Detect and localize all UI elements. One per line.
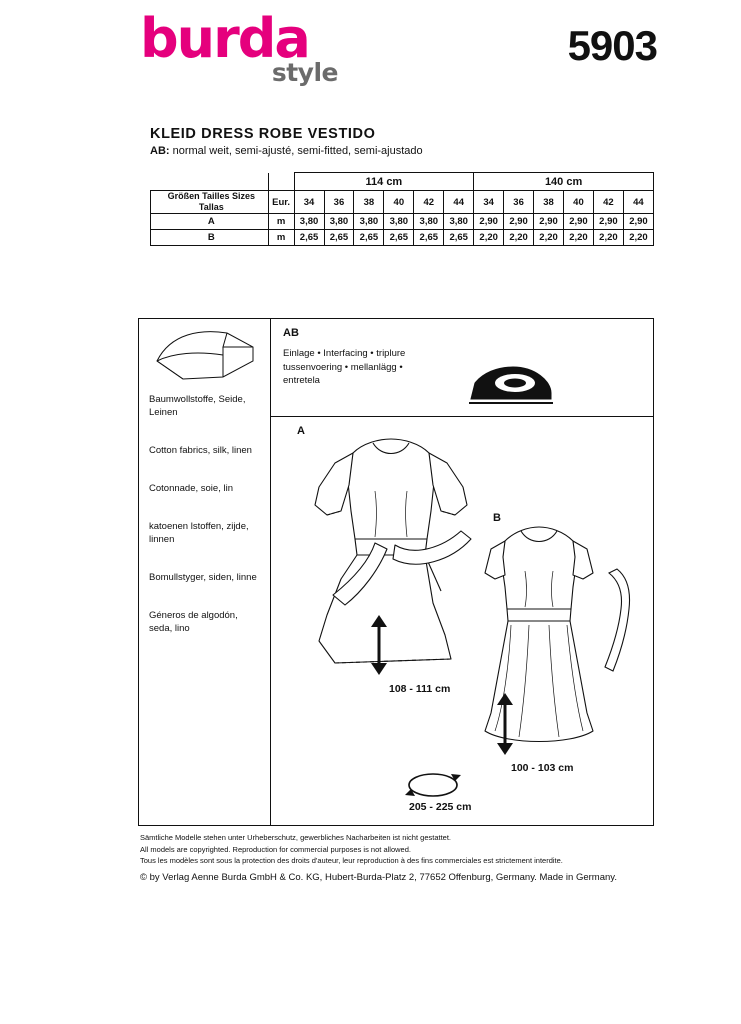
size-header-114-42: 42: [414, 191, 444, 214]
footer-legal: [140, 832, 660, 884]
fabric-text-en: Cotton fabrics, silk, linen: [149, 445, 252, 456]
unit-header: Eur.: [268, 191, 294, 214]
page-title: KLEID DRESS ROBE VESTIDO: [150, 126, 376, 142]
notions-variant-label: AB: [283, 327, 299, 339]
line-drawings-section: [271, 417, 654, 826]
folded-fabric-icon: [153, 327, 257, 385]
fabric-width-114: 114 cm: [294, 173, 474, 191]
legal-line-de: Sämtliche Modelle stehen unter Urheberschutz, gewerbliches Nacharbeiten ist nicht gestattet.: [140, 833, 451, 842]
row-label-a: A: [151, 214, 269, 230]
legal-line-fr: Tous les modèles sont sous la protection des droits d'auteur, leur reproduction à des fins commerciales est strictement interdite.: [140, 856, 563, 865]
fabric-width-140: 140 cm: [474, 173, 654, 191]
cell-a-140-36: 2,90: [504, 214, 534, 230]
cell-a-140-42: 2,90: [593, 214, 623, 230]
belt-loop-icon: [403, 769, 463, 801]
cell-a-114-44: 3,80: [444, 214, 474, 230]
fit-description: [150, 145, 423, 157]
dress-view-b-drawing: [461, 517, 611, 777]
size-header-114-34: 34: [294, 191, 324, 214]
brand-name: burda: [140, 7, 309, 70]
dimension-b-text: 100 - 103 cm: [511, 762, 574, 774]
cell-a-114-40: 3,80: [384, 214, 414, 230]
cell-b-114-40: 2,65: [384, 230, 414, 246]
cell-b-114-44: 2,65: [444, 230, 474, 246]
fabric-text-sv: Bomullstyger, siden, linne: [149, 572, 257, 583]
product-number: 5903: [567, 22, 657, 69]
size-header-140-36: 36: [504, 191, 534, 214]
cell-a-140-38: 2,90: [534, 214, 564, 230]
size-header-140-38: 38: [534, 191, 564, 214]
belt-strip-drawing: [601, 567, 637, 687]
row-unit-a: m: [268, 214, 294, 230]
cell-b-140-38: 2,20: [534, 230, 564, 246]
table-corner-blank: [151, 173, 269, 191]
cell-b-140-42: 2,20: [593, 230, 623, 246]
titles-block: [150, 126, 423, 157]
cell-b-140-36: 2,20: [504, 230, 534, 246]
cell-b-140-34: 2,20: [474, 230, 504, 246]
size-row-label-line1: Größen Tailles Sizes: [167, 191, 255, 201]
burda-style-logo: [140, 7, 400, 98]
size-row-label-line2: Tallas: [198, 202, 224, 212]
row-label-b: B: [151, 230, 269, 246]
copyright-line: © by Verlag Aenne Burda GmbH & Co. KG, Hubert-Burda-Platz 2, 77652 Offenburg, Germany. Made in Germany.: [140, 871, 617, 883]
cell-a-114-36: 3,80: [324, 214, 354, 230]
size-header-114-36: 36: [324, 191, 354, 214]
notions-line-1: Einlage • Interfacing • triplure: [283, 348, 406, 359]
fabric-requirement-table: [150, 172, 654, 246]
iron-icon: [463, 359, 559, 407]
length-arrow-a-icon: [367, 615, 391, 675]
notions-line-2: tussenvoering • mellanlägg •: [283, 361, 403, 373]
table-row: [151, 191, 654, 214]
size-header-114-40: 40: [384, 191, 414, 214]
fabric-text-de: Baumwollstoffe, Seide, Leinen: [149, 394, 246, 418]
variant-label: AB:: [150, 145, 170, 157]
fabric-suggestions-column: [139, 319, 271, 825]
cell-b-140-40: 2,20: [564, 230, 594, 246]
cell-a-140-44: 2,90: [623, 214, 653, 230]
table-row: [151, 173, 654, 191]
size-row-label: [151, 191, 269, 214]
brand-sub-name: style: [271, 58, 338, 87]
cell-a-140-40: 2,90: [564, 214, 594, 230]
table-corner-blank-unit: [268, 173, 294, 191]
size-header-114-44: 44: [444, 191, 474, 214]
cell-b-114-36: 2,65: [324, 230, 354, 246]
cell-b-114-42: 2,65: [414, 230, 444, 246]
dimension-belt-text: 205 - 225 cm: [409, 801, 472, 813]
row-unit-b: m: [268, 230, 294, 246]
cell-a-140-34: 2,90: [474, 214, 504, 230]
cell-a-114-42: 3,80: [414, 214, 444, 230]
cell-b-114-34: 2,65: [294, 230, 324, 246]
cell-b-140-44: 2,20: [623, 230, 653, 246]
notions-section: [271, 319, 654, 417]
size-header-140-42: 42: [593, 191, 623, 214]
fabric-text-es: Géneros de algodón, seda, lino: [149, 610, 238, 634]
size-header-114-38: 38: [354, 191, 384, 214]
page-header: [0, 0, 741, 110]
legal-line-en: All models are copyrighted. Reproduction for commercial purposes is not allowed.: [140, 844, 411, 854]
cell-b-114-38: 2,65: [354, 230, 384, 246]
notions-line-3: entretela: [283, 375, 320, 386]
content-panel: [138, 318, 654, 826]
cell-a-114-38: 3,80: [354, 214, 384, 230]
dimension-a-text: 108 - 111 cm: [389, 683, 451, 695]
table-row: [151, 214, 654, 230]
cell-a-114-34: 3,80: [294, 214, 324, 230]
view-a-label: A: [297, 425, 305, 437]
size-header-140-34: 34: [474, 191, 504, 214]
size-header-140-44: 44: [623, 191, 653, 214]
fabric-text-fr: Cotonnade, soie, lin: [149, 483, 233, 494]
view-b-label: B: [493, 512, 501, 524]
fabric-text-nl: katoenen lstoffen, zijde, linnen: [149, 521, 249, 545]
fit-text: normal weit, semi-ajusté, semi-fitted, semi-ajustado: [169, 145, 423, 157]
size-header-140-40: 40: [564, 191, 594, 214]
length-arrow-b-icon: [493, 693, 517, 755]
table-row: [151, 230, 654, 246]
